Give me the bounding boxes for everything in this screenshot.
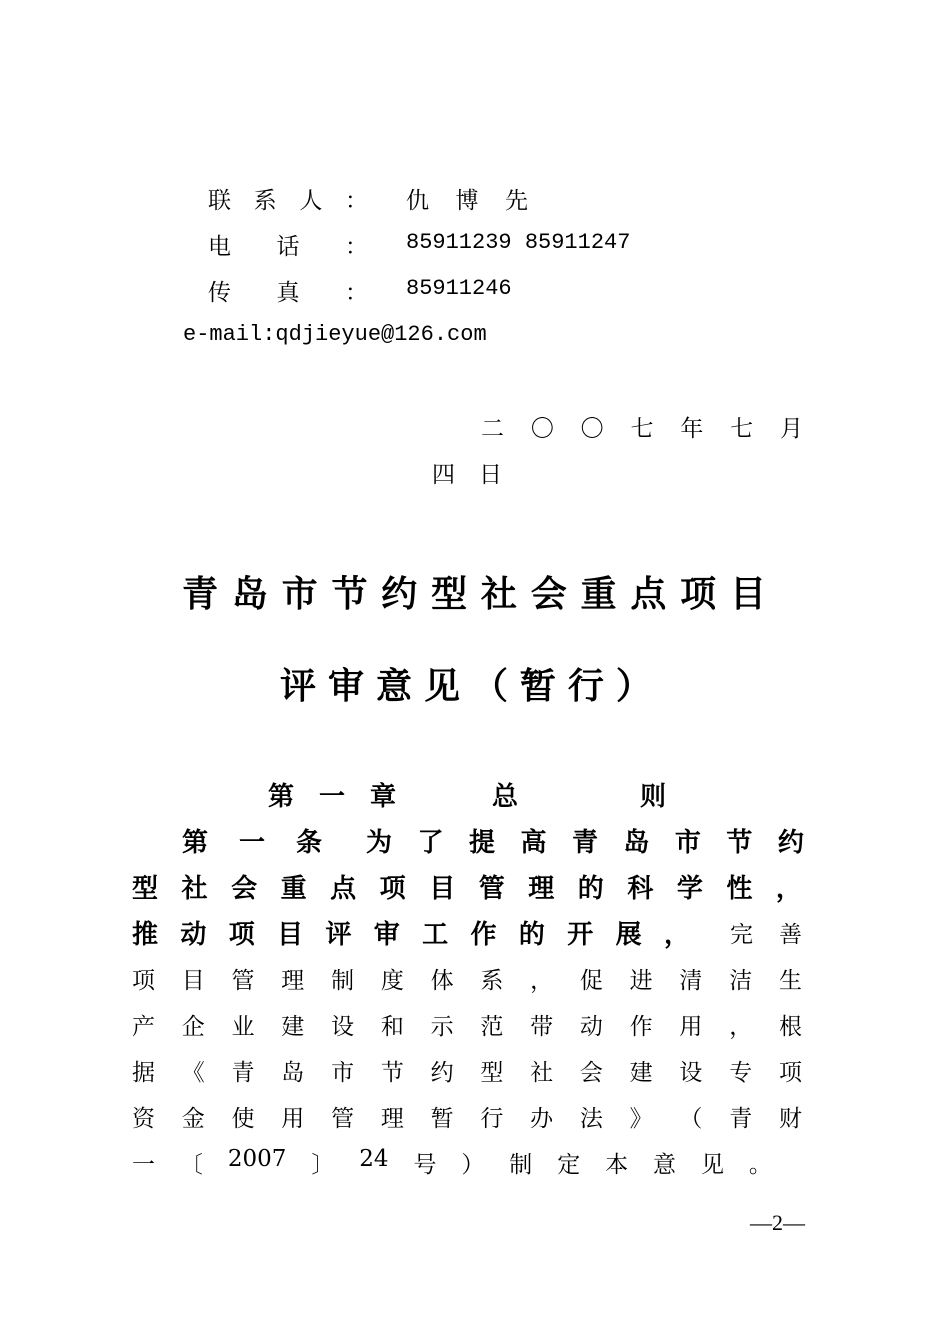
date-line-2: 四 日: [432, 462, 502, 488]
page-number: —2—: [750, 1210, 805, 1235]
contact-email: e-mail:qdjieyue@126.com: [183, 322, 487, 347]
article-text-line-7: 资 金 使 用 管 理 暂 行 办 法 》 （ 青 财: [132, 1106, 802, 1132]
chapter-number: 第 一 章: [268, 782, 396, 812]
contact-fax-value: 85911246: [406, 276, 512, 301]
article-text-line-3-tail: 完 善: [730, 922, 802, 948]
article-text-line-5: 产 企 业 建 设 和 示 范 带 动 作 用 ， 根: [132, 1014, 802, 1040]
article-text-line-4: 项 目 管 理 制 度 体 系 ， 促 进 清 洁 生: [132, 968, 802, 994]
contact-person-value: 仇 博 先: [406, 188, 528, 214]
chapter-title-part-1: 总: [492, 782, 519, 812]
contact-fax-label: 传 真 ：: [208, 280, 368, 306]
article-text-line-6: 据 《 青 岛 市 节 约 型 社 会 建 设 专 项: [132, 1060, 802, 1086]
article-text-line-1: 为 了 提 高 青 岛 市 节 约: [366, 828, 804, 858]
article-text-line-2: 型 社 会 重 点 项 目 管 理 的 科 学 性 ，: [132, 874, 802, 904]
document-title-line-2: 评 审 意 见 （ 暂 行 ）: [280, 666, 652, 707]
contact-person-label: 联 系 人 ：: [208, 188, 368, 214]
chapter-title-part-2: 则: [640, 782, 667, 812]
date-line-1: 二 〇 〇 七 年 七 月: [481, 416, 803, 442]
article-text-line-3: 推 动 项 目 评 审 工 作 的 开 展 ，: [132, 920, 690, 950]
article-number: 第 一 条: [182, 828, 322, 858]
contact-phone-value: 85911239 85911247: [406, 230, 631, 255]
document-title-line-1: 青 岛 市 节 约 型 社 会 重 点 项 目: [182, 574, 766, 615]
article-text-line-8: 一 〔 2007 〕 24 号 ） 制 定 本 意 见 。: [132, 1146, 772, 1178]
contact-phone-label: 电 话 ：: [208, 234, 368, 260]
